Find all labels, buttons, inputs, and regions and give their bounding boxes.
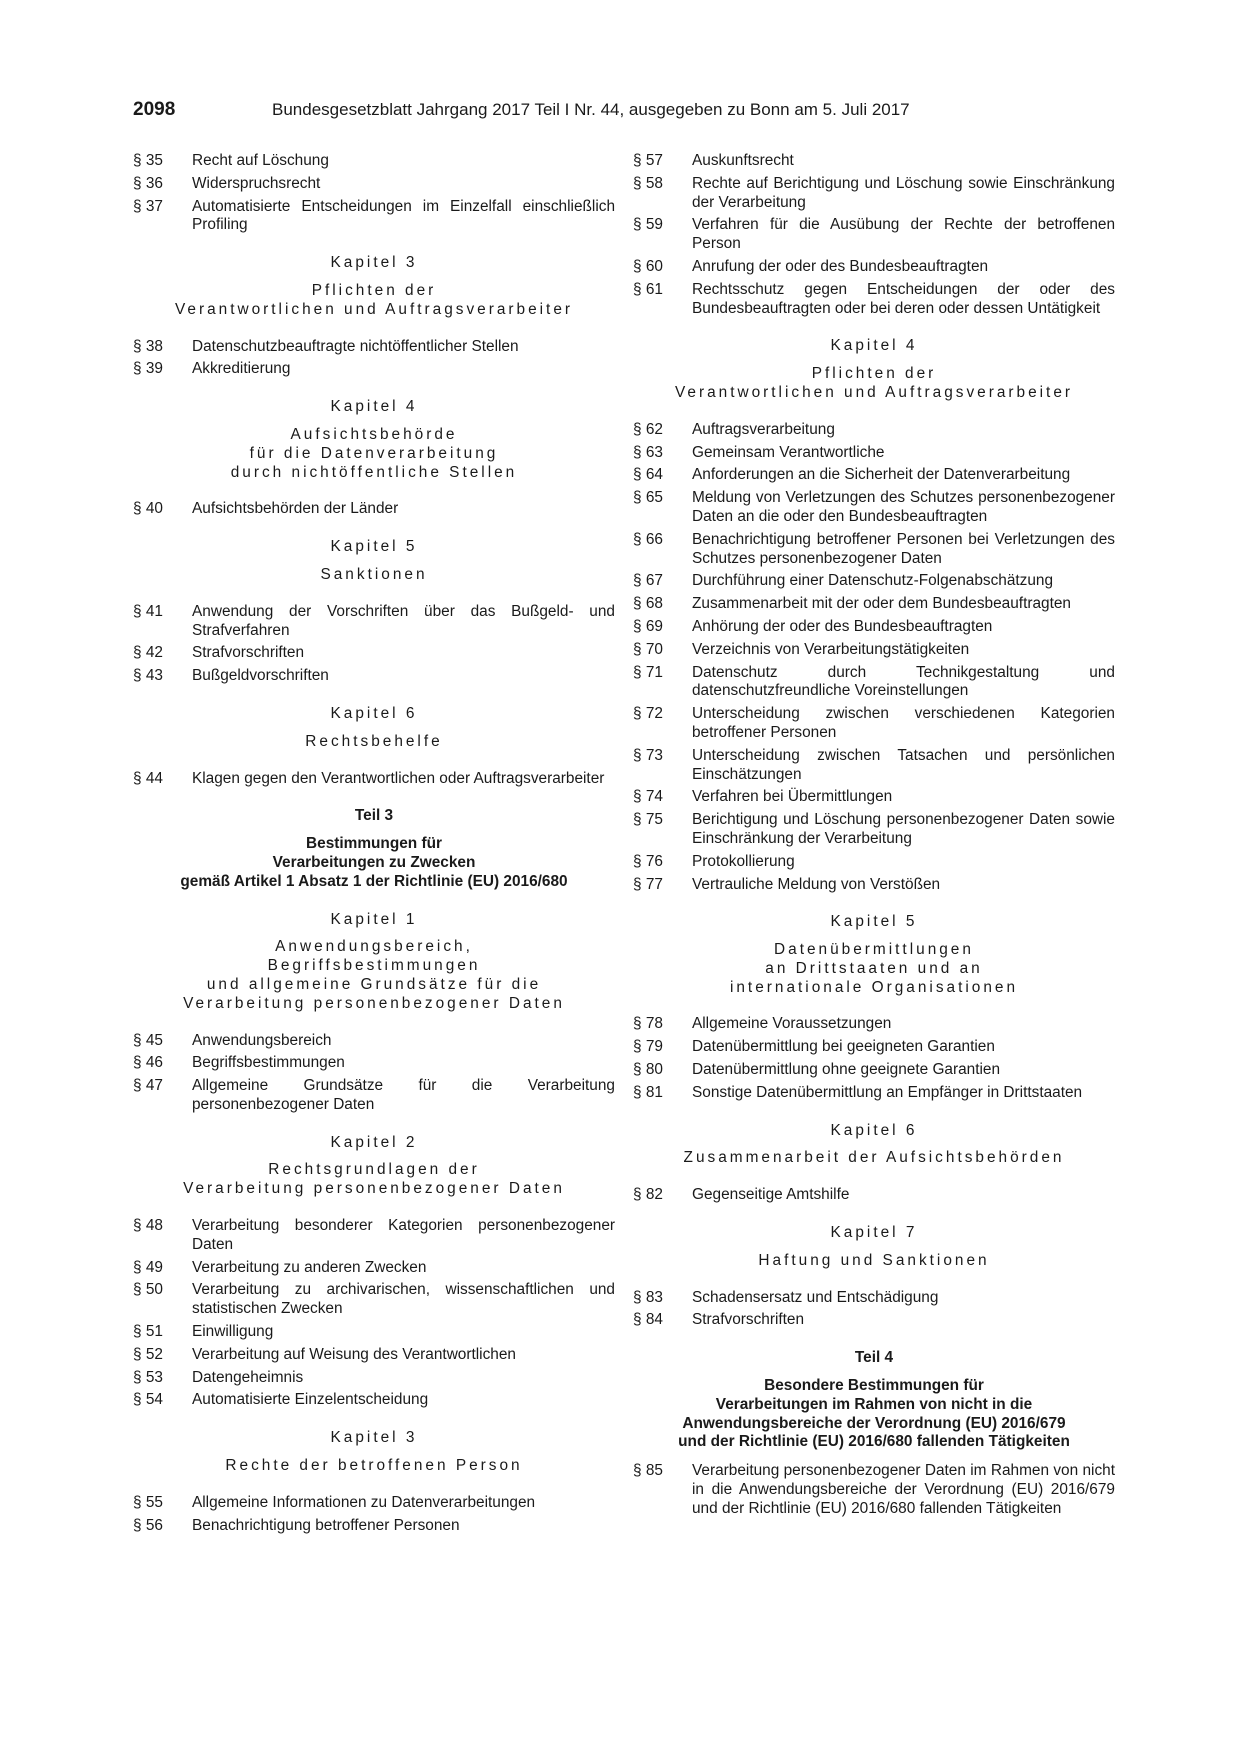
section-title: Rechte auf Berichtigung und Löschung sowie Einschränkung der Verarbeitung — [692, 174, 1115, 211]
title-line: Datenübermittlungen — [774, 941, 974, 959]
title-line: internationale Organisationen — [729, 978, 1019, 996]
section-number: § 73 — [633, 746, 663, 764]
toc-entry — [633, 788, 1115, 807]
section-title: Protokollierung — [692, 852, 795, 870]
section-title: Auftragsverarbeitung — [692, 420, 835, 438]
section-number: § 58 — [633, 174, 663, 192]
toc-entry — [633, 421, 1115, 440]
toc-entry — [633, 747, 1115, 785]
section-number: § 77 — [633, 875, 663, 893]
toc-entry — [633, 1084, 1115, 1103]
toc-entry — [633, 531, 1115, 569]
section-title: Vertrauliche Meldung von Verstößen — [692, 875, 941, 893]
section-number: § 62 — [633, 420, 663, 438]
section-number: § 56 — [133, 1516, 163, 1534]
toc-entry — [133, 1517, 615, 1536]
toc-left-column — [133, 152, 615, 1539]
toc-entry — [633, 664, 1115, 702]
toc-entry — [633, 175, 1115, 213]
toc-entry — [133, 770, 615, 789]
toc-entry — [633, 618, 1115, 637]
chapter-heading: Kapitel 6 — [830, 1121, 918, 1139]
section-title: Auskunftsrecht — [692, 152, 794, 169]
section-number: § 53 — [133, 1368, 163, 1386]
section-number: § 52 — [133, 1345, 163, 1363]
section-number: § 42 — [133, 644, 163, 662]
section-number: § 36 — [133, 174, 163, 192]
section-number: § 47 — [133, 1077, 163, 1095]
toc-entry — [133, 1259, 615, 1278]
chapter-heading: Kapitel 7 — [830, 1224, 918, 1242]
toc-entry — [133, 360, 615, 379]
section-number: § 59 — [633, 216, 663, 234]
section-title: Rechtsschutz gegen Entscheidungen der oder des Bundesbeauftragten oder bei deren oder dessen Untätigkeit — [692, 280, 1115, 317]
toc-entry — [133, 175, 615, 194]
section-number: § 67 — [633, 572, 663, 590]
toc-entry — [133, 1391, 615, 1410]
section-title: Anrufung der oder des Bundesbeauftragten — [692, 257, 989, 275]
section-number: § 74 — [633, 788, 663, 806]
toc-entry — [633, 641, 1115, 660]
section-title: Begriffsbestimmungen — [192, 1054, 345, 1072]
section-title: Durchführung einer Datenschutz-Folgenabschätzung — [692, 572, 1054, 590]
title-line: Pflichten der — [311, 281, 437, 299]
section-number: § 76 — [633, 852, 663, 870]
section-number: § 85 — [633, 1462, 663, 1480]
part-title — [133, 835, 615, 891]
section-title: Anwendungsbereich — [192, 1031, 332, 1049]
toc-entry — [133, 1217, 615, 1255]
chapter-title — [133, 282, 615, 320]
chapter-title — [633, 1149, 1115, 1168]
gazette-title: Bundesgesetzblatt Jahrgang 2017 Teil I Nr. 44, ausgegeben zu Bonn am 5. Juli 2017 — [272, 100, 910, 119]
toc-entry — [633, 1061, 1115, 1080]
toc-entry — [133, 1054, 615, 1073]
section-number: § 50 — [133, 1281, 163, 1299]
chapter-title — [633, 941, 1115, 997]
chapter-heading: Kapitel 5 — [830, 913, 918, 931]
section-title: Aufsichtsbehörden der Länder — [192, 500, 399, 518]
section-title: Benachrichtigung betroffener Personen — [192, 1516, 460, 1534]
section-title: Akkreditierung — [192, 360, 291, 378]
toc-entry — [633, 705, 1115, 743]
chapter-title — [633, 1252, 1115, 1271]
section-number: § 61 — [633, 280, 663, 298]
toc-entry — [633, 1311, 1115, 1330]
section-title: Berichtigung und Löschung personenbezogener Daten sowie Einschränkung der Verarbeitung — [692, 811, 1115, 847]
title-line: Anwendungsbereich, — [275, 938, 473, 956]
section-title: Sonstige Datenübermittlung an Empfänger in Drittstaaten — [692, 1083, 1083, 1101]
section-title: Recht auf Löschung — [192, 152, 329, 169]
title-line: Rechte der betroffenen Person — [225, 1457, 523, 1475]
section-number: § 68 — [633, 595, 663, 613]
section-number: § 38 — [133, 337, 163, 355]
title-line: Besondere Bestimmungen für — [764, 1377, 984, 1395]
toc-entry — [133, 338, 615, 357]
section-title: Benachrichtigung betroffener Personen bei Verletzungen des Schutzes personenbezogener Daten — [692, 530, 1115, 567]
title-line: Verarbeitung personenbezogener Daten — [183, 1180, 565, 1198]
title-line: Haftung und Sanktionen — [758, 1251, 990, 1269]
chapter-heading: Kapitel 2 — [330, 1133, 418, 1151]
section-number: § 46 — [133, 1054, 163, 1072]
toc-entry — [633, 572, 1115, 591]
section-number: § 35 — [133, 152, 163, 169]
section-number: § 70 — [633, 640, 663, 658]
title-line: Anwendungsbereiche der Verordnung (EU) 2016/679 — [682, 1414, 1066, 1432]
part-heading: Teil 4 — [854, 1349, 894, 1367]
section-title: Einwilligung — [192, 1323, 274, 1341]
chapter-heading: Kapitel 3 — [330, 1429, 418, 1447]
toc-entry — [133, 500, 615, 519]
section-title: Anforderungen an die Sicherheit der Datenverarbeitung — [692, 466, 1071, 484]
chapter-heading: Kapitel 3 — [330, 254, 418, 272]
section-number: § 37 — [133, 197, 163, 215]
toc-entry — [633, 1015, 1115, 1034]
section-title: Verarbeitung auf Weisung des Verantwortlichen — [192, 1345, 516, 1363]
chapter-heading: Kapitel 5 — [330, 538, 418, 556]
section-number: § 45 — [133, 1031, 163, 1049]
title-line: für die Datenverarbeitung — [249, 444, 499, 462]
section-number: § 69 — [633, 617, 663, 635]
chapter-title — [133, 733, 615, 752]
section-number: § 63 — [633, 443, 663, 461]
title-line: Verarbeitungen zu Zwecken — [272, 853, 476, 871]
section-number: § 65 — [633, 489, 663, 507]
section-number: § 78 — [633, 1015, 663, 1033]
title-line: und der Richtlinie (EU) 2016/680 fallenden Tätigkeiten — [678, 1433, 1070, 1451]
title-line: durch nichtöffentliche Stellen — [230, 463, 518, 481]
section-number: § 55 — [133, 1493, 163, 1511]
title-line: gemäß Artikel 1 Absatz 1 der Richtlinie (EU) 2016/680 — [180, 872, 568, 890]
page-number: 2098 — [133, 99, 176, 120]
section-title: Verarbeitung personenbezogener Daten im Rahmen von nicht in die Anwendungsbereiche der Verordnung (EU) 2016/679 und der Richtlinie (EU) 2016/680 fallenden Tätigkeiten — [692, 1462, 1115, 1517]
section-title: Verarbeitung zu archivarischen, wissenschaftlichen und statistischen Zwecken — [192, 1281, 615, 1318]
section-number: § 54 — [133, 1391, 163, 1409]
section-title: Gegenseitige Amtshilfe — [692, 1186, 850, 1204]
section-title: Anwendung der Vorschriften über das Bußgeld- und Strafverfahren — [192, 602, 615, 639]
section-number: § 82 — [633, 1186, 663, 1204]
title-line: an Drittstaaten und an — [765, 959, 983, 977]
section-number: § 81 — [633, 1083, 663, 1101]
toc-entry — [133, 1281, 615, 1319]
title-line: Sanktionen — [320, 565, 428, 583]
part-title — [633, 1377, 1115, 1452]
toc-entry — [633, 466, 1115, 485]
section-number: § 83 — [633, 1288, 663, 1306]
toc-entry — [633, 489, 1115, 527]
title-line: und allgemeine Grundsätze für die — [206, 975, 542, 993]
toc-entry — [133, 1369, 615, 1388]
title-line: Rechtsbehelfe — [305, 732, 443, 750]
part-heading: Teil 3 — [354, 807, 394, 825]
toc-entry — [633, 811, 1115, 849]
chapter-title — [133, 1457, 615, 1476]
section-title: Klagen gegen den Verantwortlichen oder Auftragsverarbeiter — [192, 769, 605, 787]
section-number: § 84 — [633, 1311, 663, 1329]
section-number: § 71 — [633, 663, 663, 681]
section-title: Verfahren bei Übermittlungen — [692, 788, 893, 806]
toc-entry — [633, 1289, 1115, 1308]
chapter-title — [133, 938, 615, 1013]
section-title: Strafvorschriften — [692, 1311, 805, 1329]
toc-entry — [133, 1077, 615, 1115]
toc-entry — [633, 595, 1115, 614]
section-title: Automatisierte Einzelentscheidung — [192, 1391, 429, 1409]
title-line: Pflichten der — [811, 365, 937, 383]
section-title: Gemeinsam Verantwortliche — [692, 443, 885, 461]
toc-entry — [633, 853, 1115, 872]
title-line: Verarbeitung personenbezogener Daten — [183, 994, 565, 1012]
section-title: Allgemeine Informationen zu Datenverarbeitungen — [192, 1493, 536, 1511]
section-title: Unterscheidung zwischen Tatsachen und persönlichen Einschätzungen — [692, 746, 1115, 783]
toc-entry — [133, 1346, 615, 1365]
toc-entry — [633, 1038, 1115, 1057]
section-number: § 75 — [633, 811, 663, 829]
section-title: Allgemeine Grundsätze für die Verarbeitung personenbezogener Daten — [192, 1077, 615, 1113]
section-title: Strafvorschriften — [192, 644, 305, 662]
title-line: Zusammenarbeit der Aufsichtsbehörden — [683, 1149, 1065, 1167]
toc-entry — [633, 876, 1115, 895]
section-number: § 72 — [633, 705, 663, 723]
toc-entry — [133, 644, 615, 663]
section-title: Anhörung der oder des Bundesbeauftragten — [692, 617, 993, 635]
section-title: Schadensersatz und Entschädigung — [692, 1288, 939, 1306]
section-title: Datenübermittlung ohne geeignete Garantien — [692, 1061, 1001, 1079]
title-line: Verarbeitungen im Rahmen von nicht in die — [715, 1395, 1033, 1413]
title-line: Begriffsbestimmungen — [267, 957, 481, 975]
section-number: § 80 — [633, 1061, 663, 1079]
toc-entry — [633, 1462, 1115, 1518]
section-title: Widerspruchsrecht — [192, 174, 321, 192]
chapter-title — [133, 1161, 615, 1199]
toc-entry — [633, 216, 1115, 254]
section-title: Automatisierte Entscheidungen im Einzelfall einschließlich Profiling — [192, 197, 615, 234]
section-number: § 43 — [133, 667, 163, 685]
section-number: § 41 — [133, 602, 163, 620]
toc-entry — [133, 667, 615, 686]
section-title: Unterscheidung zwischen verschiedenen Kategorien betroffener Personen — [692, 705, 1115, 741]
toc-entry — [133, 1032, 615, 1051]
toc-entry — [633, 281, 1115, 319]
section-number: § 64 — [633, 466, 663, 484]
section-number: § 40 — [133, 500, 163, 518]
chapter-title — [133, 426, 615, 482]
section-title: Datenschutz durch Technikgestaltung und datenschutzfreundliche Voreinstellungen — [692, 663, 1115, 700]
toc-right-column — [633, 152, 1115, 1523]
section-title: Allgemeine Voraussetzungen — [692, 1015, 892, 1033]
section-title: Verzeichnis von Verarbeitungstätigkeiten — [692, 640, 970, 658]
section-title: Verarbeitung besonderer Kategorien personenbezogener Daten — [192, 1217, 615, 1253]
toc-entry — [633, 1186, 1115, 1205]
section-number: § 66 — [633, 530, 663, 548]
section-title: Bußgeldvorschriften — [192, 667, 329, 685]
toc-entry — [133, 1494, 615, 1513]
chapter-heading: Kapitel 4 — [830, 337, 918, 355]
section-number: § 57 — [633, 152, 663, 169]
page-header — [133, 99, 1113, 123]
section-number: § 49 — [133, 1258, 163, 1276]
toc-entry — [133, 1323, 615, 1342]
title-line: Aufsichtsbehörde — [290, 425, 458, 443]
toc-entry — [633, 444, 1115, 463]
toc-entry — [133, 152, 615, 171]
section-title: Datenschutzbeauftragte nichtöffentlicher Stellen — [192, 337, 519, 355]
chapter-title — [133, 566, 615, 585]
section-title: Meldung von Verletzungen des Schutzes personenbezogener Daten an die oder den Bundesbeauftragten — [692, 489, 1115, 525]
title-line: Bestimmungen für — [306, 835, 442, 853]
section-title: Verfahren für die Ausübung der Rechte der betroffenen Person — [692, 216, 1115, 253]
section-title: Datengeheimnis — [192, 1368, 304, 1386]
section-title: Verarbeitung zu anderen Zwecken — [192, 1258, 427, 1276]
chapter-heading: Kapitel 1 — [330, 910, 418, 928]
chapter-heading: Kapitel 4 — [330, 398, 418, 416]
chapter-title — [633, 365, 1115, 403]
title-line: Verantwortlichen und Auftragsverarbeiter — [174, 300, 574, 318]
toc-entry — [133, 603, 615, 641]
title-line: Rechtsgrundlagen der — [268, 1161, 480, 1179]
section-number: § 79 — [633, 1038, 663, 1056]
section-number: § 39 — [133, 360, 163, 378]
section-number: § 48 — [133, 1217, 163, 1235]
toc-entry — [133, 198, 615, 236]
section-title: Zusammenarbeit mit der oder dem Bundesbeauftragten — [692, 595, 1071, 613]
toc-entry — [633, 258, 1115, 277]
title-line: Verantwortlichen und Auftragsverarbeiter — [674, 383, 1074, 401]
chapter-heading: Kapitel 6 — [330, 704, 418, 722]
section-number: § 60 — [633, 257, 663, 275]
toc-entry — [633, 152, 1115, 171]
section-title: Datenübermittlung bei geeigneten Garantien — [692, 1038, 995, 1056]
section-number: § 51 — [133, 1323, 163, 1341]
section-number: § 44 — [133, 769, 163, 787]
